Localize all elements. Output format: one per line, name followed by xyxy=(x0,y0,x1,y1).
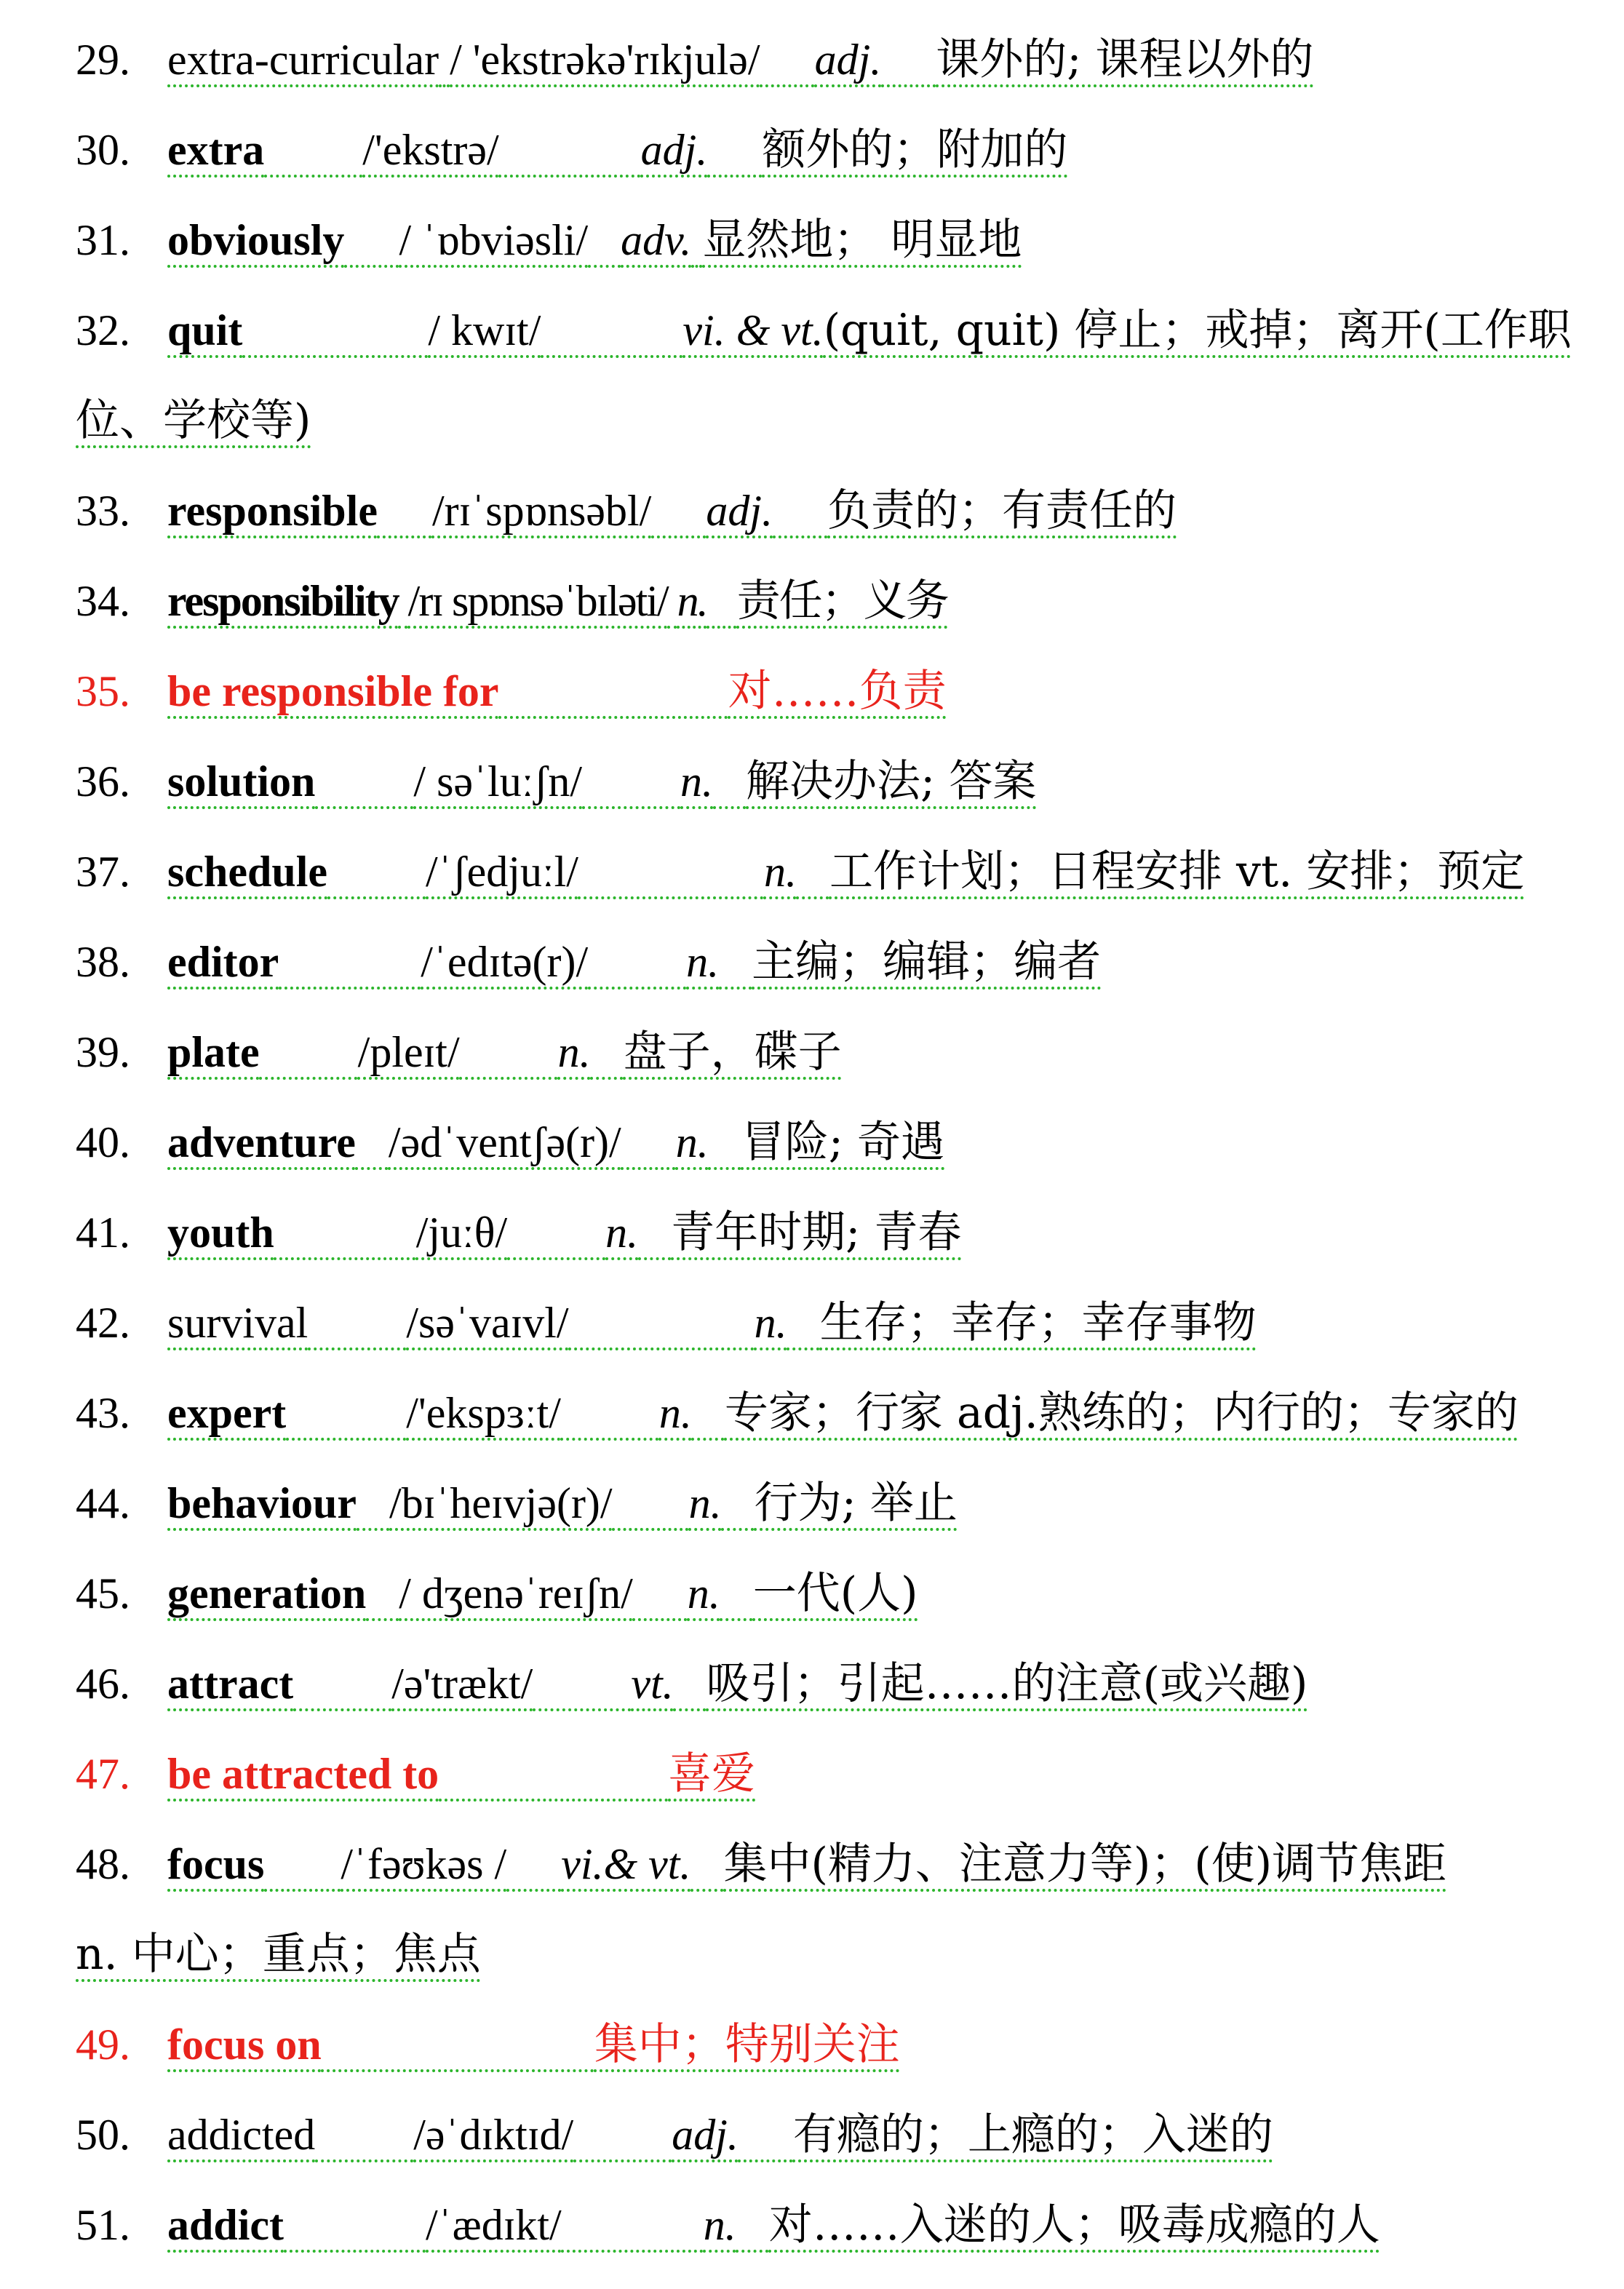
entry-meaning: 行为; 举止 xyxy=(754,1478,958,1529)
entry-phonetic: /ˈædɪkt/ xyxy=(426,2201,562,2249)
entry-number: 44. xyxy=(76,1479,130,1527)
entry-number: 48. xyxy=(76,1840,130,1888)
entry-content xyxy=(167,655,947,728)
entry-pos: adv. xyxy=(621,216,692,264)
vocab-entry-36 xyxy=(0,745,1624,818)
entry-phonetic: /əˈdɪktɪd/ xyxy=(413,2111,574,2159)
entry-content xyxy=(167,1377,1518,1449)
entry-word: responsibility xyxy=(167,577,399,625)
entry-pos: vi.& vt. xyxy=(561,1840,691,1888)
entry-number: 51. xyxy=(76,2201,130,2249)
entry-meaning-continued: 位、学校等) xyxy=(76,395,311,446)
entry-meaning: 对……负责 xyxy=(728,666,947,717)
entry-pos: n. xyxy=(605,1209,639,1257)
entry-phonetic: /bɪˈheɪvjə(r)/ xyxy=(389,1479,613,1527)
vocab-entry-34 xyxy=(0,565,1624,637)
entry-pos: n. xyxy=(763,848,797,896)
entry-phonetic: / kwɪt/ xyxy=(428,306,541,354)
vocab-entry-42 xyxy=(0,1286,1624,1359)
entry-content xyxy=(167,1467,958,1540)
entry-pos: adj. xyxy=(706,487,773,535)
entry-pos: n. xyxy=(754,1299,787,1347)
entry-pos: n. xyxy=(687,1569,720,1617)
entry-content xyxy=(167,204,1022,276)
entry-number: 49. xyxy=(76,2021,130,2069)
vocab-entry-33 xyxy=(0,474,1624,547)
entry-meaning: 额外的；附加的 xyxy=(762,124,1068,175)
entry-meaning: 负责的；有责任的 xyxy=(827,485,1177,536)
entry-meaning: 集中；特别关注 xyxy=(594,2019,900,2070)
vocab-entry-47 xyxy=(0,1737,1624,1810)
entry-number: 33. xyxy=(76,487,130,535)
entry-word: adventure xyxy=(167,1118,356,1166)
entry-meaning: 吸引；引起……的注意(或兴趣) xyxy=(706,1658,1308,1709)
entry-content xyxy=(167,1828,1446,1900)
entry-phonetic: / səˈluːʃn/ xyxy=(413,757,583,805)
entry-word: plate xyxy=(167,1028,260,1076)
entry-number: 50. xyxy=(76,2111,130,2159)
entry-content xyxy=(167,2098,1273,2171)
vocab-entry-48 xyxy=(0,1828,1624,1991)
entry-meaning: 集中(精力、注意力等)；(使)调节焦距 xyxy=(723,1839,1447,1890)
entry-meaning-continued: n. 中心；重点；焦点 xyxy=(76,1929,481,1980)
entry-phonetic: / dʒenəˈreɪʃn/ xyxy=(399,1569,633,1617)
entry-content xyxy=(167,1737,755,1810)
entry-word: solution xyxy=(167,757,316,805)
entry-word: behaviour xyxy=(167,1479,357,1527)
entry-meaning: 一代(人) xyxy=(752,1568,918,1619)
entry-meaning: 对……入迷的人；吸毒成瘾的人 xyxy=(768,2200,1380,2250)
entry-phonetic: /juːθ/ xyxy=(415,1209,508,1257)
entry-content xyxy=(167,745,1036,818)
entry-word: schedule xyxy=(167,848,328,896)
entry-number: 31. xyxy=(76,216,130,264)
entry-phonetic: /ˈʃedjuːl/ xyxy=(426,848,578,896)
entry-word: extra xyxy=(167,126,265,174)
vocab-entry-39 xyxy=(0,1016,1624,1088)
entry-phrase: be attracted to xyxy=(167,1750,439,1798)
entry-word: addict xyxy=(167,2201,284,2249)
vocab-entry-50 xyxy=(0,2098,1624,2171)
vocab-entry-37 xyxy=(0,835,1624,908)
entry-number: 40. xyxy=(76,1118,130,1166)
entry-content xyxy=(167,925,1101,998)
entry-phonetic: /pleɪt/ xyxy=(357,1028,460,1076)
entry-phonetic: /ə'trækt/ xyxy=(391,1660,533,1708)
entry-meaning: 显然地； 明显地 xyxy=(702,215,1022,266)
vocab-entry-31 xyxy=(0,204,1624,276)
entry-content xyxy=(167,294,1572,367)
entry-number: 46. xyxy=(76,1660,130,1708)
entry-pos: adj. xyxy=(640,126,708,174)
entry-meaning: 工作计划；日程安排 vt. 安排；预定 xyxy=(829,846,1525,897)
vocab-entry-46 xyxy=(0,1647,1624,1720)
entry-pos: n. xyxy=(688,1479,722,1527)
entry-phrase: focus on xyxy=(167,2021,322,2069)
entry-pos: vt. xyxy=(631,1660,674,1708)
entry-number: 34. xyxy=(76,577,130,625)
entry-phonetic: / ˈɒbviəsli/ xyxy=(399,216,589,264)
entry-content xyxy=(167,23,1314,96)
vocab-entry-45 xyxy=(0,1557,1624,1630)
entry-content xyxy=(167,474,1177,547)
entry-number: 43. xyxy=(76,1389,130,1437)
entry-meaning: 青年时期; 青春 xyxy=(671,1207,962,1258)
entry-content xyxy=(167,2008,900,2081)
entry-number: 36. xyxy=(76,757,130,805)
entry-number: 47. xyxy=(76,1750,130,1798)
entry-content xyxy=(167,565,948,637)
vocab-entry-43 xyxy=(0,1377,1624,1449)
vocab-entry-49 xyxy=(0,2008,1624,2081)
entry-meaning: 生存；幸存；幸存事物 xyxy=(819,1297,1257,1348)
entry-number: 30. xyxy=(76,126,130,174)
entry-content xyxy=(167,1647,1307,1720)
vocab-entry-32 xyxy=(0,294,1624,457)
entry-phonetic: /ˈfəʊkəs / xyxy=(341,1840,507,1888)
vocab-entry-40 xyxy=(0,1106,1624,1179)
entry-phrase: be responsible for xyxy=(167,667,499,715)
entry-word: quit xyxy=(167,306,243,354)
entry-number: 45. xyxy=(76,1569,130,1617)
entry-pos: n. xyxy=(675,1118,709,1166)
entry-meaning: (quit, quit) 停止；戒掉；离开(工作职 xyxy=(823,305,1572,356)
entry-number: 41. xyxy=(76,1209,130,1257)
vocab-entry-38 xyxy=(0,925,1624,998)
vocab-entry-51 xyxy=(0,2189,1624,2261)
entry-pos: n. xyxy=(677,577,707,625)
entry-number: 39. xyxy=(76,1028,130,1076)
entry-word: addicted xyxy=(167,2111,316,2159)
entry-word: attract xyxy=(167,1660,294,1708)
entry-content xyxy=(167,1557,918,1630)
entry-meaning: 喜爱 xyxy=(668,1748,756,1799)
entry-phonetic: /rɪ spɒnsəˈbɪləti/ xyxy=(407,577,668,625)
entry-pos: n. xyxy=(557,1028,591,1076)
entry-meaning: 主编；编辑；编者 xyxy=(752,936,1102,987)
entry-word: generation xyxy=(167,1569,367,1617)
entry-word: obviously xyxy=(167,216,345,264)
entry-phonetic: /'ekstrə/ xyxy=(362,126,499,174)
entry-content xyxy=(167,1106,944,1179)
vocab-entry-41 xyxy=(0,1196,1624,1269)
entry-word: editor xyxy=(167,938,279,986)
entry-number: 29. xyxy=(76,36,130,84)
entry-meaning: 有瘾的；上瘾的；入迷的 xyxy=(792,2109,1273,2160)
entry-phonetic: /ˈedɪtə(r)/ xyxy=(421,938,589,986)
entry-word: expert xyxy=(167,1389,287,1437)
vocab-entry-30 xyxy=(0,114,1624,186)
entry-number: 38. xyxy=(76,938,130,986)
entry-content xyxy=(167,2189,1380,2261)
entry-meaning: 解决办法; 答案 xyxy=(746,756,1037,807)
entry-phonetic: /'ekspɜːt/ xyxy=(406,1389,561,1437)
entry-content xyxy=(167,1286,1257,1359)
vocab-entry-35 xyxy=(0,655,1624,728)
entry-meaning: 冒险; 奇遇 xyxy=(741,1117,945,1168)
entry-word: survival xyxy=(167,1299,309,1347)
entry-meaning: 盘子，碟子 xyxy=(623,1027,842,1078)
entry-content xyxy=(167,1016,842,1088)
entry-word: focus xyxy=(167,1840,265,1888)
vocab-entry-29 xyxy=(0,23,1624,96)
entry-number: 32. xyxy=(76,306,130,354)
entry-phonetic: / 'ekstrəkə'rɪkjulə/ xyxy=(450,36,760,84)
entry-content xyxy=(167,835,1524,908)
entry-pos: n. xyxy=(658,1389,692,1437)
entry-phonetic: /səˈvaɪvl/ xyxy=(406,1299,569,1347)
entry-pos: n. xyxy=(686,938,720,986)
entry-pos: vi. & vt. xyxy=(682,306,824,354)
entry-pos: adj. xyxy=(672,2111,739,2159)
entry-word: youth xyxy=(167,1209,274,1257)
vocab-entry-44 xyxy=(0,1467,1624,1540)
entry-content xyxy=(167,114,1067,186)
entry-phonetic: /rɪˈspɒnsəbl/ xyxy=(431,487,652,535)
entry-meaning: 责任；义务 xyxy=(736,576,948,626)
entry-pos: n. xyxy=(680,757,714,805)
entry-meaning: 课外的; 课程以外的 xyxy=(936,34,1314,85)
entry-number: 35. xyxy=(76,667,130,715)
entry-pos: n. xyxy=(703,2201,736,2249)
entry-meaning: 专家；行家 adj.熟练的；内行的；专家的 xyxy=(724,1388,1518,1438)
entry-word: extra-curricular xyxy=(167,36,439,84)
entry-number: 37. xyxy=(76,848,130,896)
entry-phonetic: /ədˈventʃə(r)/ xyxy=(388,1118,621,1166)
entry-pos: adj. xyxy=(814,36,882,84)
entry-word: responsible xyxy=(167,487,378,535)
entry-content xyxy=(167,1196,961,1269)
entry-number: 42. xyxy=(76,1299,130,1347)
